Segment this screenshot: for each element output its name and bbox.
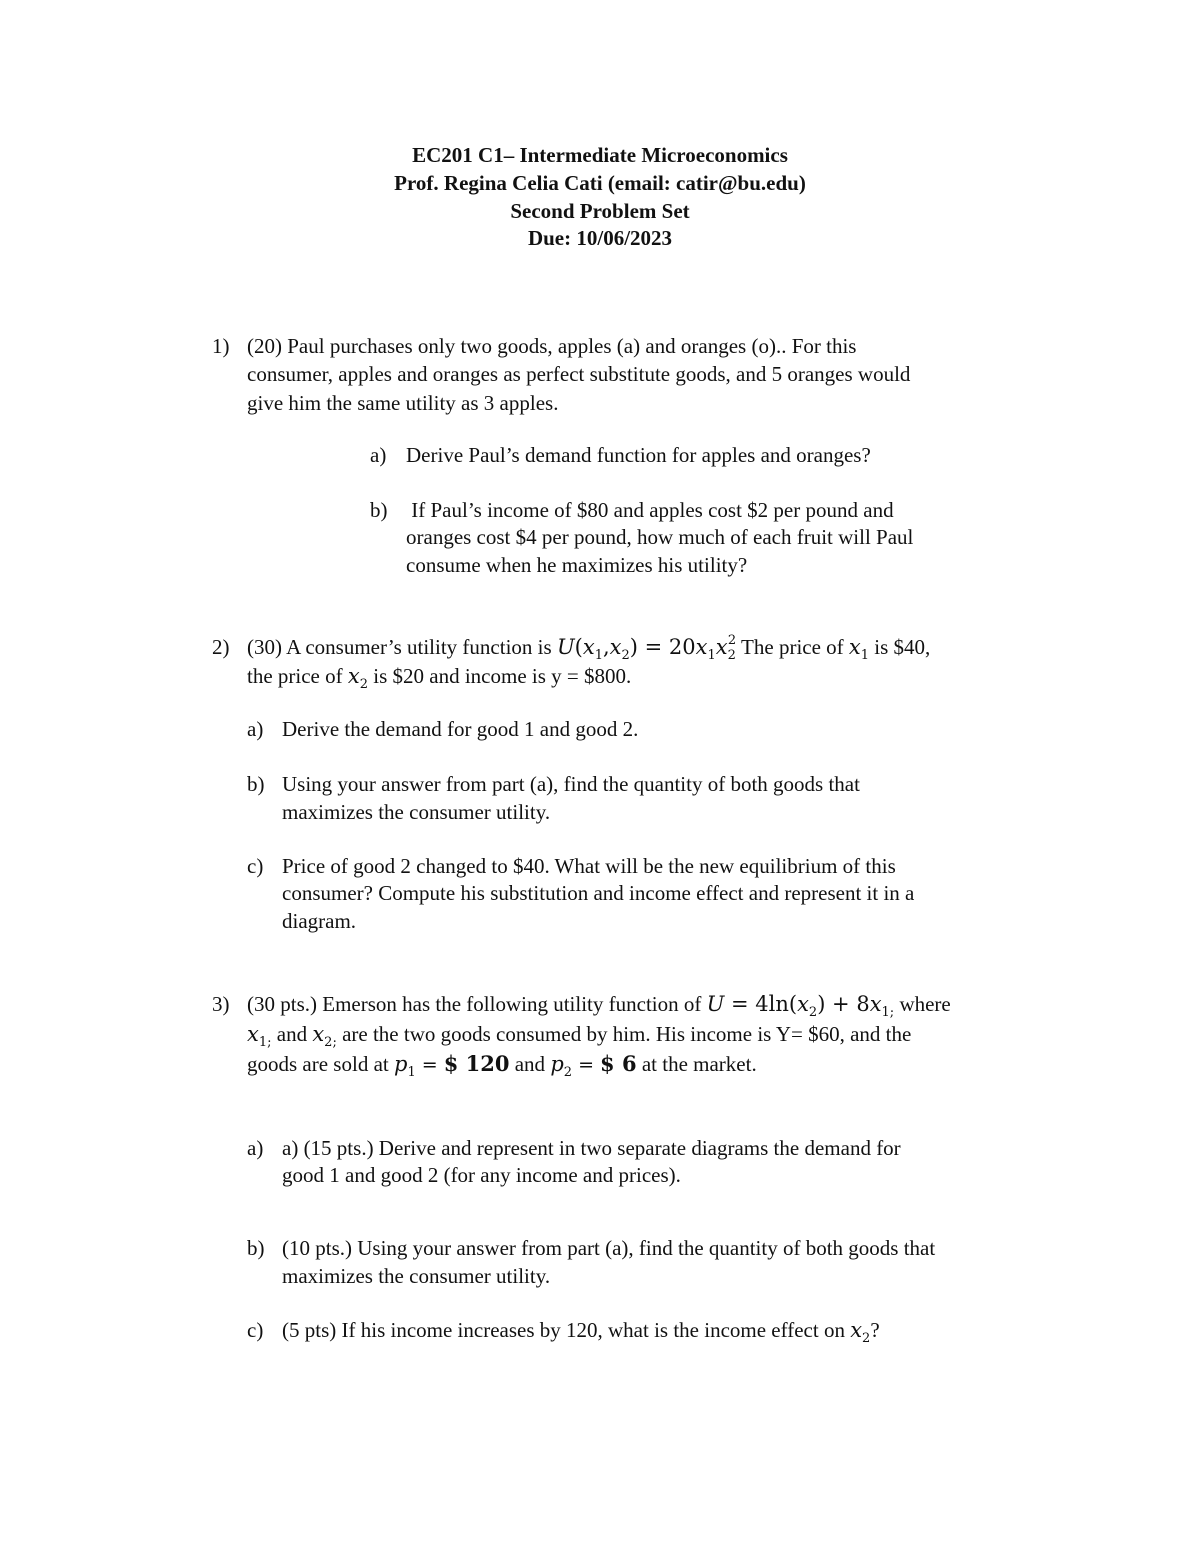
question-3b-letter: b) xyxy=(247,1236,265,1260)
question-3-intro: (30 pts.) Emerson has the following utility function of xyxy=(247,992,707,1016)
question-2c-line-3: diagram. xyxy=(282,909,357,933)
question-3c-letter: c) xyxy=(247,1318,264,1342)
question-1b-line-1: If Paul’s income of $80 and apples cost $2 per pound and xyxy=(406,498,894,522)
due-date: Due: 10/06/2023 xyxy=(527,226,673,250)
question-3-line-1: (30 pts.) Emerson has the following utility function of $U = 4\ln(x_2) + 8x_{1;}$ where xyxy=(247,992,951,1021)
question-1-number: 1) xyxy=(212,334,230,358)
question-3b-line-1: (10 pts.) Using your answer from part (a), find the quantity of both goods that xyxy=(282,1236,936,1260)
question-2b-line-1: Using your answer from part (a), find the quantity of both goods that xyxy=(282,772,860,796)
question-1-line-2: consumer, apples and oranges as perfect substitute goods, and 5 oranges would xyxy=(247,362,911,386)
question-2-intro: (30) A consumer’s utility function is xyxy=(247,635,557,659)
question-3a-line-2: good 1 and good 2 (for any income and prices). xyxy=(282,1163,681,1187)
course-title: EC201 C1– Intermediate Microeconomics xyxy=(412,143,788,167)
question-3-line-1-end: where xyxy=(894,992,951,1016)
question-2b-line-2: maximizes the consumer utility. xyxy=(282,800,551,824)
question-3c-text: (5 pts) If his income increases by 120, what is the income effect on xyxy=(282,1318,851,1342)
question-2-line-2-start: the price of xyxy=(247,664,348,688)
question-3a-line-1: a) (15 pts.) Derive and represent in two separate diagrams the demand for xyxy=(282,1136,901,1160)
question-1b-line-2: oranges cost $4 per pound, how much of each fruit will Paul xyxy=(406,525,914,549)
question-3-line-2: $x_{1;}$ and $x_{2;}$ are the two goods consumed by him. His income is Y= $60, and the xyxy=(247,1022,912,1051)
question-2b-letter: b) xyxy=(247,772,265,796)
question-2c-letter: c) xyxy=(247,854,264,878)
question-2a-text: Derive the demand for good 1 and good 2. xyxy=(282,717,639,741)
question-2-line-1: (30) A consumer’s utility function is $U(x_1,x_2) = 20x_1x_2^2$ The price of $x_1$ is $40, xyxy=(247,633,931,664)
question-3b-line-2: maximizes the consumer utility. xyxy=(282,1264,551,1288)
question-2c-line-1: Price of good 2 changed to $40. What will be the new equilibrium of this xyxy=(282,854,896,878)
question-1b-line-3: consume when he maximizes his utility? xyxy=(406,553,748,577)
utility-formula-q2: U xyxy=(556,635,575,659)
question-2-price-text: The price of xyxy=(736,635,849,659)
question-3-line-3-end: at the market. xyxy=(636,1052,757,1076)
professor-line: Prof. Regina Celia Cati (email: catir@bu.edu) xyxy=(394,171,806,195)
question-3-line-3-start: goods are sold at xyxy=(247,1052,394,1076)
question-2-line-2-end: is $20 and income is y = $800. xyxy=(368,664,632,688)
question-3-number: 3) xyxy=(212,992,230,1016)
question-2-number: 2) xyxy=(212,635,230,659)
question-1-line-3: give him the same utility as 3 apples. xyxy=(247,391,559,415)
question-1b-letter: b) xyxy=(370,498,388,522)
question-2c-line-2: consumer? Compute his substitution and income effect and represent it in a xyxy=(282,881,915,905)
question-1a-text: Derive Paul’s demand function for apples and oranges? xyxy=(406,443,871,467)
question-2-line-2: the price of $x_2$ is $20 and income is y = $800. xyxy=(247,664,632,693)
question-2a-letter: a) xyxy=(247,717,264,741)
question-3-line-3: goods are sold at $p_1$ = $ 120 and $p_2$ = $ 6 at the market. xyxy=(247,1051,757,1081)
question-1-line-1: (20) Paul purchases only two goods, apples (a) and oranges (o).. For this xyxy=(247,334,857,358)
question-3-and: and xyxy=(271,1022,313,1046)
question-1a-letter: a) xyxy=(370,443,387,467)
question-3-line-3-mid: and xyxy=(509,1052,551,1076)
problem-set-title: Second Problem Set xyxy=(510,199,690,223)
question-2-price-value: is $40, xyxy=(869,635,931,659)
question-3a-letter: a) xyxy=(247,1136,264,1160)
utility-formula-q3: U xyxy=(706,992,725,1016)
question-3-line-2-end: are the two goods consumed by him. His income is Y= $60, and the xyxy=(336,1022,912,1046)
question-3c-line: (5 pts) If his income increases by 120, what is the income effect on $x_2$? xyxy=(282,1318,880,1347)
